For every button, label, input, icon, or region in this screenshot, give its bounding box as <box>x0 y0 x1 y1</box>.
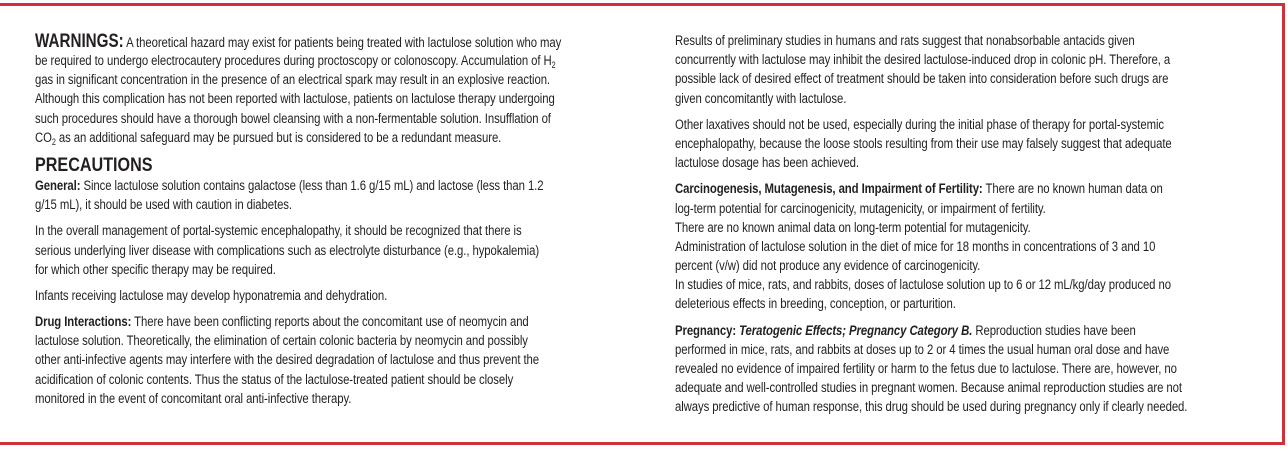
pregnancy-line: adequate and well-controlled studies in pregnant women. Because animal reproduction studies are not <box>675 380 1182 397</box>
laxatives-paragraph <box>675 116 1265 174</box>
carcinogenesis-line: In studies of mice, rats, and rabbits, doses of lactulose solution up to 6 or 12 mL/kg/day produced no <box>675 277 1171 294</box>
carcinogenesis-line: percent (v/w) did not produce any evidence of carcinogenicity. <box>675 258 981 275</box>
drug-interactions-line: lactulose solution. Theoretically, the elimination of certain colonic bacteria by neomycin and possibly <box>35 333 528 350</box>
paragraph-line: concurrently with lactulose may inhibit the desired lactulose-induced drop in colonic pH. Therefore, a <box>675 52 1171 69</box>
frame-bottom-border <box>0 442 1285 445</box>
infants-paragraph <box>35 287 635 306</box>
warnings-line: gas in significant concentration in the presence of an electrical spark may result in an explosive reaction. <box>35 72 551 89</box>
subscript: 2 <box>551 60 556 70</box>
paragraph-line: for which other specific therapy may be required. <box>35 261 276 278</box>
drug-interactions-line: acidification of colonic contents. Thus the status of the lactulose-treated patient should be closely <box>35 371 514 388</box>
drug-interactions-line: monitored in the event of concomitant oral anti-infective therapy. <box>35 390 352 407</box>
overall-management-paragraph <box>35 222 635 280</box>
carcinogenesis-line: log-term potential for carcinogenicity, mutagenicity, or impairment of fertility. <box>675 200 1046 217</box>
paragraph-line: In the overall management of portal-systemic encephalopathy, it should be recognized that there is <box>35 223 522 240</box>
drug-interactions-line: other anti-infective agents may interfere with the desired degradation of lactulose and thus prevent the <box>35 352 539 369</box>
pregnancy-label: Pregnancy: <box>675 322 737 339</box>
pregnancy-line: revealed no evidence of impaired fertility or harm to the fetus due to lactulose. There are, however, no <box>675 361 1177 377</box>
precautions-heading: PRECAUTIONS <box>35 154 153 176</box>
text: as an additional safeguard may be pursued but is considered to be a redundant measure. <box>55 129 502 146</box>
warnings-line <box>35 52 556 71</box>
right-column <box>675 32 1265 425</box>
frame-right-border <box>1282 3 1285 445</box>
carcinogenesis-line <box>675 180 1163 199</box>
warnings-section <box>35 32 635 148</box>
pregnancy-category-label: Teratogenic Effects; Pregnancy Category B. <box>736 322 973 339</box>
subscript: 2 <box>51 136 56 147</box>
warnings-line: such procedures should have a thorough bowel cleansing with a non-fermentable solution. Insufflation of <box>35 110 551 127</box>
paragraph-line: lactulose dosage has been achieved. <box>675 155 859 172</box>
pregnancy-line: always predictive of human response, this drug should be used during pregnancy only if clearly needed. <box>675 399 1188 416</box>
general-line: g/15 mL), it should be used with caution in diabetes. <box>35 197 292 214</box>
carcinogenesis-label: Carcinogenesis, Mutagenesis, and Impairment of Fertility: <box>675 181 983 198</box>
general-label: General: <box>35 177 81 194</box>
drug-interactions-section <box>35 313 635 409</box>
warnings-line <box>35 129 515 148</box>
pregnancy-line: performed in mice, rats, and rabbits at doses up to 2 or 4 times the usual human oral dose and have <box>675 341 1170 358</box>
carcinogenesis-line: There are no known animal data on long-term potential for mutagenicity. <box>675 219 1031 236</box>
warnings-label: WARNINGS: <box>35 31 124 52</box>
warnings-line: Although this complication has not been reported with lactulose, patients on lactulose therapy undergoing <box>35 91 555 108</box>
drug-interactions-line <box>35 313 529 332</box>
antacids-paragraph <box>675 32 1265 109</box>
frame-top-border <box>0 3 1285 6</box>
paragraph-line: Infants receiving lactulose may develop hyponatremia and dehydration. <box>35 287 388 304</box>
text: be required to undergo electrocautery procedures during proctoscopy or colonoscopy. Accumulation of H <box>35 53 552 69</box>
paragraph-line: serious underlying liver disease with complications such as electrolyte disturbance (e.g., hypokalemia) <box>35 242 540 259</box>
text: Reproduction studies have been <box>972 322 1136 339</box>
paragraph-line: given concomitantly with lactulose. <box>675 90 847 107</box>
text: There have been conflicting reports about the concomitant use of neomycin and <box>131 314 529 331</box>
pregnancy-section <box>675 322 1265 418</box>
general-section <box>35 177 635 215</box>
paragraph-line: encephalopathy, because the loose stools resulting from their use may falsely suggest that adequate <box>675 135 1172 152</box>
general-line <box>35 177 544 196</box>
paragraph-line: possible lack of desired effect of treatment should be taken into consideration before such drugs are <box>675 71 1169 88</box>
text: There are no known human data on <box>982 181 1163 198</box>
text: A theoretical hazard may exist for patients being treated with lactulose solution who may <box>123 35 562 51</box>
warnings-line <box>35 31 562 52</box>
drug-interactions-label: Drug Interactions: <box>35 314 132 331</box>
left-column <box>35 32 635 416</box>
paragraph-line: Results of preliminary studies in humans and rats suggest that nonabsorbable antacids given <box>675 33 1135 49</box>
paragraph-line: Other laxatives should not be used, especially during the initial phase of therapy for portal-systemic <box>675 116 1164 133</box>
pregnancy-line <box>675 322 1147 341</box>
carcinogenesis-line: deleterious effects in breeding, conception, or parturition. <box>675 296 956 313</box>
text: CO <box>35 129 52 146</box>
text: Since lactulose solution contains galactose (less than 1.6 g/15 mL) and lactose (less than 1.2 <box>80 177 544 194</box>
carcinogenesis-section <box>675 180 1265 314</box>
carcinogenesis-line: Administration of lactulose solution in the diet of mice for 18 months in concentrations of 3 and 10 <box>675 238 1156 255</box>
